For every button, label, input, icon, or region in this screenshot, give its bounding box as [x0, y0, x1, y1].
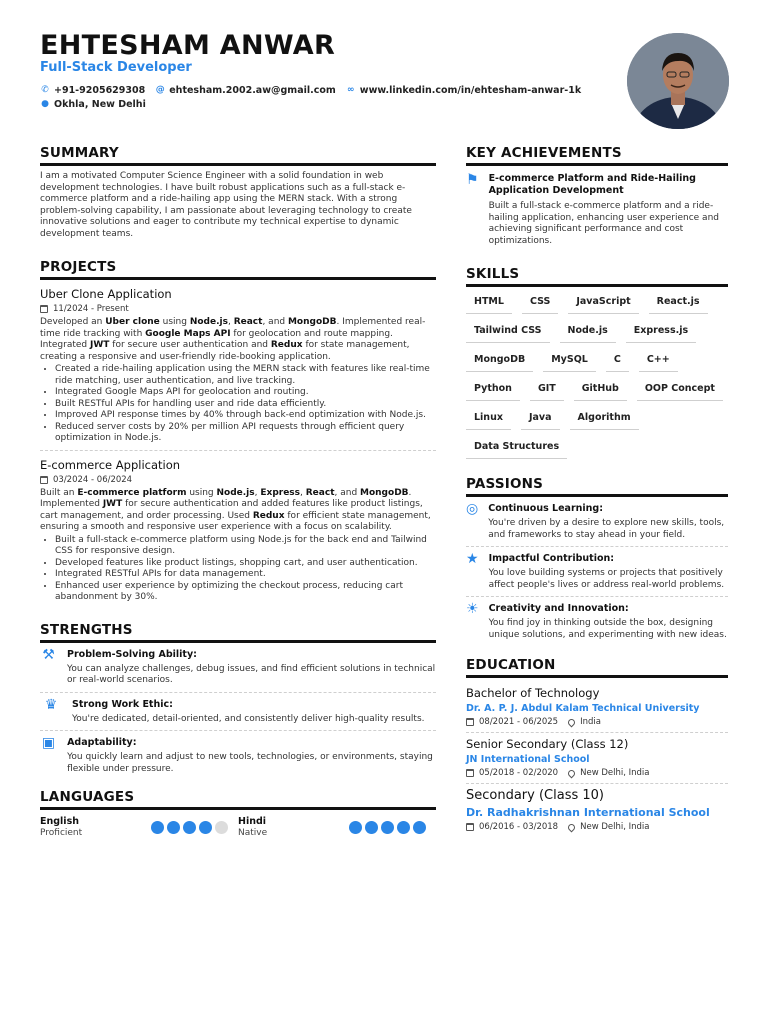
skill-tag: Java: [521, 409, 560, 430]
rating-dot: [183, 821, 196, 834]
language-level: Proficient: [40, 828, 83, 838]
contact-phone[interactable]: ✆ +91-9205629308: [41, 84, 146, 96]
strength-item: [40, 736, 436, 775]
bullet-item: • Integrated Google Maps API for geolocation and routing.: [55, 387, 436, 399]
contact-email[interactable]: @ ehtesham.2002.aw@gmail.com: [155, 84, 336, 96]
strength-text: You quickly learn and adjust to new tools, technologies, or environments, staying flexible under pressure.: [67, 752, 433, 774]
education-school: Dr. A. P. J. Abdul Kalam Technical University: [466, 703, 700, 714]
passion-title: Creativity and Innovation:: [488, 603, 629, 614]
calendar-icon: [40, 476, 48, 484]
strength-title: Strong Work Ethic:: [72, 698, 173, 710]
contact-info: [40, 83, 581, 111]
idea-icon: ☀: [466, 601, 479, 617]
strengths-list: [40, 648, 436, 776]
star-icon: ★: [466, 551, 479, 567]
calendar-icon: [466, 769, 474, 777]
highlight-text: E-commerce platform: [77, 487, 187, 498]
skill-tag: HTML: [466, 293, 512, 314]
skill-tag: CSS: [522, 293, 558, 314]
description-text: , and: [334, 487, 361, 498]
bullet-item: • Improved API response times by 40% through back-end optimization with Node.js.: [55, 410, 436, 422]
language-rating: [349, 821, 426, 834]
language-item: [238, 816, 436, 838]
highlight-text: Redux: [252, 510, 285, 521]
education-place: New Delhi, India: [580, 822, 650, 832]
tools-icon: ⚒: [42, 646, 55, 663]
divider: [40, 450, 436, 451]
skill-tag: Python: [466, 380, 520, 401]
highlight-text: MongoDB: [360, 487, 409, 498]
strength-text: You're dedicated, detail-oriented, and consistently deliver high-quality results.: [72, 713, 425, 724]
passion-title: Continuous Learning:: [488, 503, 604, 514]
description-text: for efficient state management, ensuring a smooth and responsive user experience with a focus on scalability.: [40, 510, 431, 532]
passion-item: [466, 602, 728, 641]
skill-tag: MySQL: [543, 351, 596, 372]
education-date: 06/2016 - 03/2018: [479, 822, 559, 832]
skills-heading: SKILLS: [466, 266, 728, 287]
strength-title: Adaptability:: [67, 737, 137, 748]
description-text: ,: [254, 487, 261, 498]
language-labels: [238, 816, 267, 838]
skill-tag: Express.js: [626, 322, 696, 343]
description-text: using: [186, 487, 217, 498]
rating-dot: [151, 821, 164, 834]
achievement-title: E-commerce Platform and Ride-Hailing Application Development: [488, 173, 696, 196]
passion-content: [488, 502, 728, 541]
contact-linkedin[interactable]: ∞ www.linkedin.com/in/ehtesham-anwar-1k: [347, 84, 582, 96]
phone-icon: ✆: [41, 85, 49, 95]
candidate-name: EHTESHAM ANWAR: [40, 30, 336, 61]
rating-dot: [199, 821, 212, 834]
education-place: India: [580, 717, 601, 727]
project-title: E-commerce Application: [40, 457, 181, 472]
education-list: [466, 686, 728, 832]
lightbulb-icon: ◎: [466, 501, 479, 517]
education-school: Dr. Radhakrishnan International School: [466, 806, 710, 819]
language-item: [40, 816, 238, 838]
highlight-text: JWT: [90, 340, 110, 350]
highlight-text: Redux: [270, 340, 303, 350]
languages-heading: LANGUAGES: [40, 789, 436, 810]
education-date: 05/2018 - 02/2020: [479, 768, 559, 778]
skill-tag: Data Structures: [466, 438, 567, 459]
education-item: [466, 686, 728, 727]
languages-list: [40, 816, 436, 838]
strength-content: [67, 736, 436, 775]
strength-title: Problem-Solving Ability:: [67, 648, 197, 660]
calendar-icon: [466, 718, 474, 726]
project-date: [40, 304, 436, 314]
achievements-heading: KEY ACHIEVEMENTS: [466, 145, 728, 166]
highlight-text: MongoDB: [287, 317, 337, 327]
bullet-item: • Integrated RESTful APIs for data management.: [55, 569, 436, 581]
project-date-text: 03/2024 - 06/2024: [53, 474, 133, 485]
project-date: [40, 475, 436, 485]
rating-dot: [167, 821, 180, 834]
passion-content: [489, 602, 728, 641]
skills-list: [466, 293, 728, 459]
description-text: for secure user authentication and: [109, 340, 271, 350]
location-pin-icon: [567, 768, 577, 778]
left-column: [40, 145, 436, 838]
description-text: for secure authentication and added features like product listings, cart management, and order processing. Used: [40, 499, 423, 521]
highlight-text: Uber clone: [105, 317, 160, 327]
language-labels: [40, 816, 82, 838]
project-bullets: [40, 535, 436, 604]
description-text: ,: [300, 487, 306, 498]
education-school: JN International School: [466, 754, 590, 765]
description-text: , and: [262, 317, 288, 327]
strength-content: [67, 648, 436, 687]
description-text: for geolocation and route mapping. Integrated: [40, 328, 393, 350]
calendar-icon: [40, 305, 48, 313]
location-pin-icon: [567, 822, 577, 832]
highlight-text: Express: [260, 487, 301, 498]
summary-text: I am a motivated Computer Science Engineer with a solid foundation in web development technologies. I have built robust applications such as a full-stack e-commerce platform and a ride-hailing app using the MERN stack. With a strong problem-solving capability, I am passionate about leveraging technology to create innovative solutions and eager to contribute my technical expertise to dynamic development teams.: [40, 171, 412, 239]
skill-tag: GIT: [530, 380, 564, 401]
passion-title: Impactful Contribution:: [488, 553, 615, 564]
skill-tag: JavaScript: [568, 293, 638, 314]
project-description: [40, 488, 436, 534]
skill-tag: C: [606, 351, 629, 372]
bullet-item: • Built RESTful APIs for handling user and ride data efficiently.: [55, 399, 436, 411]
passion-text: You love building systems or projects that positively affect people's lives or address real-world problems.: [488, 568, 725, 590]
project-title: Uber Clone Application: [40, 287, 172, 301]
flag-icon: ⚑: [466, 172, 479, 188]
language-name: Hindi: [238, 816, 267, 827]
bullet-item: • Enhanced user experience by optimizing the checkout process, reducing cart abandonment by 30%.: [55, 581, 436, 604]
rating-dot: [365, 821, 378, 834]
education-heading: EDUCATION: [466, 657, 728, 678]
highlight-text: JWT: [102, 499, 123, 509]
passions-heading: PASSIONS: [466, 476, 728, 497]
location-pin-icon: ●: [41, 99, 49, 109]
education-meta: [466, 717, 728, 727]
rating-dot: [397, 821, 410, 834]
passion-content: [489, 552, 728, 591]
language-rating: [151, 821, 228, 834]
achievement-text: Built a full-stack e-commerce platform and a ride-hailing application, enhancing user experience and achieving significant performance and cost optimizations.: [488, 201, 719, 246]
strengths-heading: STRENGTHS: [40, 622, 436, 643]
highlight-text: React: [233, 317, 263, 327]
skill-tag: Node.js: [560, 322, 616, 343]
highlight-text: Google Maps API: [145, 328, 231, 339]
skill-tag: GitHub: [574, 380, 627, 401]
highlight-text: Node.js: [189, 317, 228, 327]
highlight-text: Node.js: [216, 487, 255, 498]
passion-text: You're driven by a desire to explore new skills, tools, and frameworks to stay ahead in your field.: [488, 518, 725, 540]
skill-tag: Tailwind CSS: [466, 322, 550, 343]
project-bullets: [40, 364, 436, 445]
education-meta: [466, 822, 728, 832]
education-meta: [466, 768, 728, 778]
language-name: English: [40, 816, 79, 827]
robot-icon: ▣: [41, 735, 56, 751]
education-degree: Secondary (Class 10): [466, 788, 604, 803]
skill-tag: Linux: [466, 409, 511, 430]
education-item: [466, 788, 728, 832]
description-text: Developed an: [40, 317, 106, 327]
right-column: [466, 145, 728, 832]
crown-icon: ♛: [44, 696, 58, 713]
bullet-item: • Created a ride-hailing application using the MERN stack with features like real-time ride matching, user authentication, and live tracking.: [55, 364, 436, 387]
achievements-list: [466, 173, 728, 247]
divider: [40, 730, 436, 731]
strength-item: [40, 648, 436, 687]
achievement-content: [489, 173, 728, 247]
passion-text: You find joy in thinking outside the box, designing unique solutions, and experimenting with new ideas.: [488, 618, 727, 640]
description-text: Built an: [40, 487, 78, 498]
strength-text: You can analyze challenges, debug issues, and find efficient solutions in technical or real-world scenarios.: [67, 663, 436, 685]
description-text: . Implemented: [40, 487, 412, 509]
description-text: using: [159, 317, 190, 327]
contact-location: ● Okhla, New Delhi: [41, 98, 146, 110]
rating-dot: [413, 821, 426, 834]
skill-tag: OOP Concept: [637, 380, 723, 401]
skill-tag: MongoDB: [466, 351, 533, 372]
skill-tag: React.js: [649, 293, 708, 314]
language-level: Native: [238, 828, 268, 838]
project-date-text: 11/2024 - Present: [53, 304, 129, 314]
education-degree: Senior Secondary (Class 12): [466, 737, 629, 751]
rating-dot: [349, 821, 362, 834]
bullet-item: • Built a full-stack e-commerce platform using Node.js for the back end and Tailwind CSS for responsive design.: [55, 535, 436, 558]
strength-content: [72, 698, 425, 726]
bullet-item: • Developed features like product listings, shopping cart, and user authentication.: [55, 558, 436, 570]
education-degree: Bachelor of Technology: [466, 686, 600, 700]
projects-list: [40, 287, 436, 604]
education-place: New Delhi, India: [580, 768, 650, 778]
calendar-icon: [466, 823, 474, 831]
passion-item: [466, 552, 728, 591]
description-text: . Implemented real-time ride tracking with: [40, 317, 426, 339]
divider: [466, 596, 728, 597]
description-text: ,: [227, 317, 234, 327]
divider: [40, 692, 436, 693]
skill-tag: Algorithm: [570, 409, 639, 430]
education-date: 08/2021 - 06/2025: [479, 717, 559, 727]
divider: [466, 732, 728, 733]
divider: [466, 783, 728, 784]
rating-dot: [215, 821, 228, 834]
achievement-item: [466, 173, 728, 247]
rating-dot: [381, 821, 394, 834]
projects-heading: PROJECTS: [40, 259, 436, 280]
skill-tag: C++: [639, 351, 678, 372]
divider: [466, 546, 728, 547]
strength-item: [40, 698, 436, 726]
profile-photo: [627, 33, 729, 129]
description-text: for state management, creating a responsive and user-friendly ride-booking application.: [40, 340, 410, 362]
highlight-text: React: [305, 487, 335, 498]
link-icon: ∞: [347, 85, 355, 95]
bullet-item: • Reduced server costs by 20% per million API requests through efficient query optimization in Node.js.: [55, 422, 436, 445]
education-item: [466, 737, 728, 778]
summary-heading: SUMMARY: [40, 145, 436, 166]
at-icon: @: [155, 85, 165, 95]
candidate-role: Full-Stack Developer: [40, 60, 192, 75]
passions-list: [466, 502, 728, 641]
location-pin-icon: [567, 717, 577, 727]
project-description: [40, 317, 436, 363]
passion-item: [466, 502, 728, 541]
